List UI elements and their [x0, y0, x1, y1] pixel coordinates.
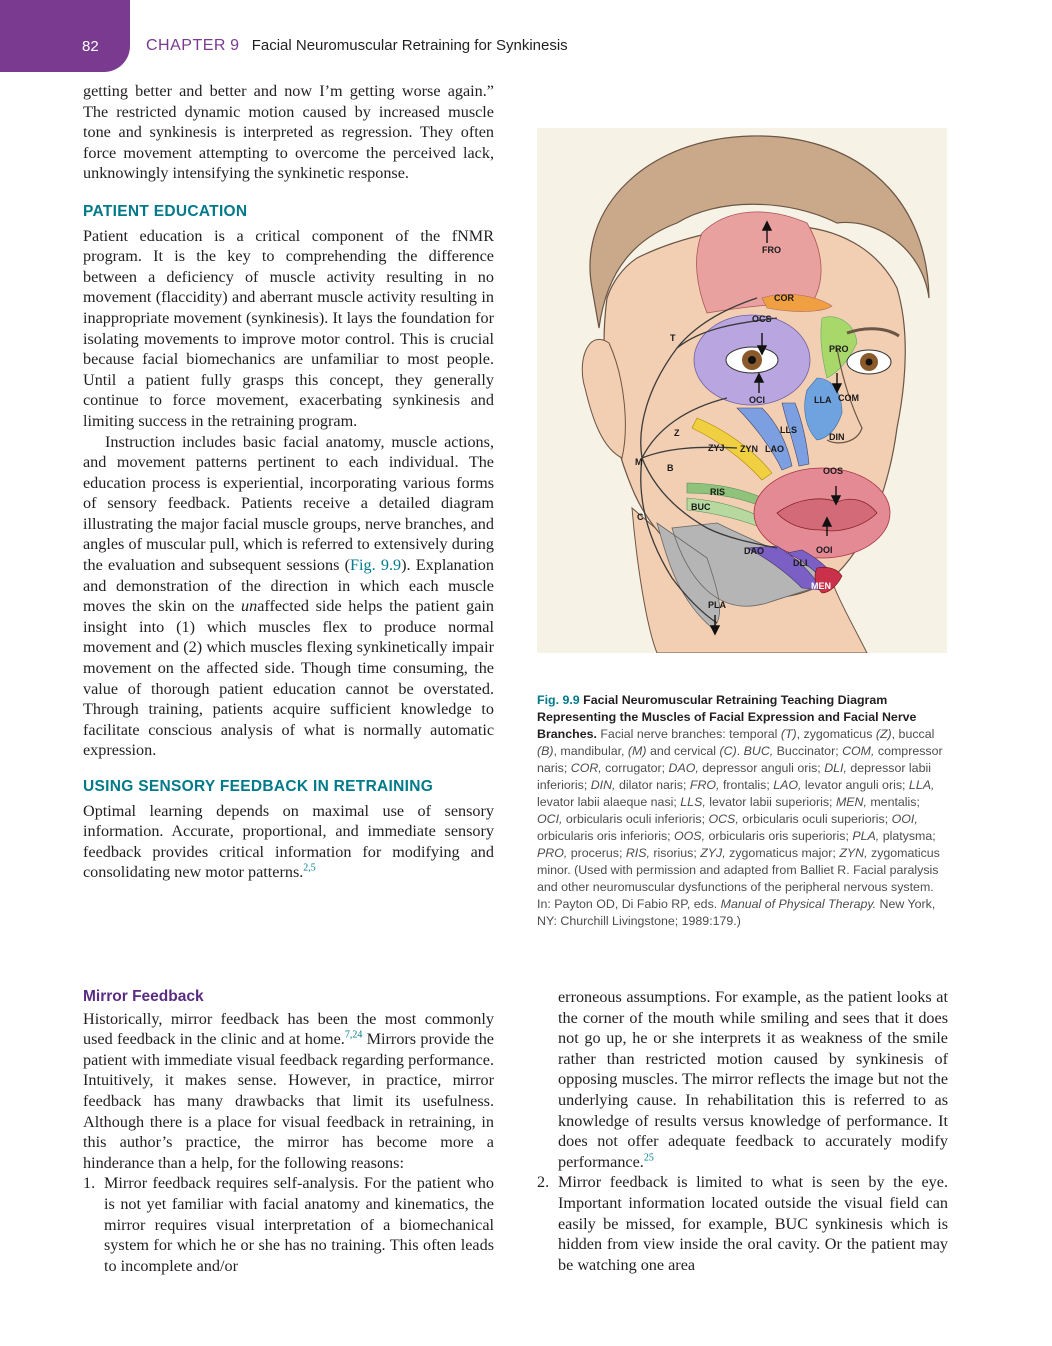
caption-text: orbicularis oculi inferioris;	[562, 812, 709, 826]
caption-text: dilator naris;	[615, 778, 690, 792]
label-ris: RIS	[710, 487, 726, 497]
left-pupil	[748, 356, 756, 364]
caption-abbr: (M)	[627, 744, 647, 758]
label-din: DIN	[829, 432, 845, 442]
left-column-lower	[83, 987, 494, 1276]
chapter-tab	[0, 0, 130, 72]
para2-part-c: affected side helps the patient gain insight into (1) which muscles flex to produce normal movement and (2) which muscles flexing synkinetically impair movement on the affected side. Though time consuming, the value of thorough patient education cannot be overstated. Through training, patients acquire sufficient knowledge to facilitate conscious analysis of what is normally automatic expression.	[83, 597, 494, 760]
section-heading-sensory-feedback: USING SENSORY FEEDBACK IN RETRAINING	[83, 778, 434, 795]
mirror-feedback-paragraph	[83, 1009, 494, 1174]
caption-abbr: DAO,	[668, 761, 699, 775]
caption-abbr: LAO,	[773, 778, 802, 792]
label-ooi: OOI	[816, 545, 833, 555]
list-item-number: 1.	[83, 1174, 96, 1193]
caption-abbr: FRO,	[689, 778, 720, 792]
figure-number: Fig. 9.9	[537, 693, 580, 707]
caption-abbr: DIN,	[590, 778, 616, 792]
label-zyn: ZYN	[740, 444, 758, 454]
intro-paragraph: getting better and better and now I’m getting worse again.” The restricted dynamic motion caused by increased muscle tone and synkinesis is interpreted as regression. They often force movement attempting to overcome the perceived lack, unknowingly intensifying the synkinetic response.	[83, 82, 494, 183]
caption-text: .	[736, 744, 744, 758]
label-zyj: ZYJ	[708, 443, 725, 453]
caption-text: New York, NY: Churchill Livingstone; 1989:179.)	[537, 897, 936, 928]
reasons-list-2	[537, 987, 948, 1275]
mirror-paragraph-a: Historically, mirror feedback has been the most commonly used feedback in the clinic and at home.	[83, 1009, 494, 1049]
sensory-feedback-paragraph	[83, 801, 494, 883]
page-number: 82	[82, 38, 99, 55]
label-com: COM	[838, 393, 859, 403]
label-cor: COR	[774, 293, 794, 303]
caption-text: levator labii alaeque nasi;	[537, 795, 681, 809]
right-column-lower	[537, 987, 948, 1275]
subsection-heading-mirror-feedback: Mirror Feedback	[83, 988, 204, 1005]
label-m: M	[635, 457, 643, 467]
caption-text: corrugator;	[601, 761, 669, 775]
caption-text: and cervical	[646, 744, 720, 758]
list-item-continuation	[537, 987, 948, 1172]
continuation-text: erroneous assumptions. For example, as the patient looks at the corner of the mouth while smiling and sees that it does not go up, he or she interprets it as weakness of the smile rather than restricted motion caused by synkinesis of opposing muscles. The mirror reflects the image but not the underlying cause. In rehabilitation this is referred to as knowledge of results versus knowledge of performance. It does not offer adequate feedback to accurately modify performance.	[558, 988, 948, 1171]
sensory-paragraph-text: Optimal learning depends on maximal use of sensory information. Accurate, proportional, and immediate sensory feedback provides critical information for modifying and consolidating new motor patterns.	[83, 801, 494, 882]
caption-text: platysma;	[879, 829, 936, 843]
list-item	[83, 1173, 494, 1276]
caption-text: Buccinator;	[773, 744, 843, 758]
label-men: MEN	[811, 581, 831, 591]
list-item-text: Mirror feedback is limited to what is seen by the eye. Important information located outside the visual field can easily be missed, for example, BUC synkinesis which is hidden from view inside the oral cavity. Or the patient may be watching one area	[558, 1173, 948, 1274]
list-item	[537, 1172, 948, 1275]
label-oci: OCI	[749, 395, 766, 405]
para2-emphasis: un	[241, 597, 258, 616]
caption-text: risorius;	[649, 846, 701, 860]
figure-title: Facial Neuromuscular Retraining Teaching Diagram Representing the Muscles of Facial Expression and Facial Nerve Branches.	[537, 693, 917, 741]
caption-text: depressor labii inferioris;	[537, 761, 931, 792]
chapter-title: Facial Neuromuscular Retraining for Synkinesis	[251, 37, 568, 54]
caption-abbr: OOS,	[674, 829, 706, 843]
patient-education-paragraph-2	[83, 432, 494, 762]
caption-text: levator anguli oris;	[801, 778, 909, 792]
caption-text: , mandibular,	[553, 744, 628, 758]
facial-muscle-illustration	[537, 128, 947, 653]
caption-abbr: LLS,	[680, 795, 706, 809]
patient-education-paragraph-1: Patient education is a critical component of the fNMR program. It is the key to comprehending the difference between a deficiency of muscle activity resulting in no movement (flaccidity) and aberrant muscle activity resulting in inappropriate movement (synkinesis). It lays the foundation for isolating movements to improve motor control. This is crucial because facial biomechanics are unfamiliar to most people. Until a patient fully grasps this concept, they generally continue to force movement, exacerbating synkinesis and limiting success in the retraining program.	[83, 226, 494, 430]
chapter-label: CHAPTER	[146, 37, 226, 54]
caption-book-title: Manual of Physical Therapy.	[720, 897, 877, 911]
label-oos: OOS	[823, 466, 844, 476]
left-column	[83, 81, 494, 883]
label-dao: DAO	[744, 546, 764, 556]
label-lla: LLA	[814, 395, 832, 405]
caption-text: frontalis;	[719, 778, 774, 792]
caption-text: , buccal	[891, 727, 935, 741]
caption-text: levator labii superioris;	[705, 795, 836, 809]
caption-abbr: (Z)	[875, 727, 892, 741]
caption-abbr: BUC,	[743, 744, 774, 758]
caption-text: zygomaticus minor. (Used with permission and adapted from Balliet R. Facial paralysis and other neuromuscular dysfunctions of the peripheral nervous system. In: Payton OD, Di Fabio RP, eds.	[537, 846, 940, 911]
list-item-text: Mirror feedback requires self-analysis. For the patient who is not yet familiar with facial anatomy and kinematics, the mirror requires visual interpretation of a biomechanical system for which he or she has no training. This often leads to incomplete and/or	[104, 1174, 494, 1275]
running-header	[146, 37, 568, 55]
facial-muscle-diagram	[537, 128, 947, 653]
caption-text: procerus;	[567, 846, 626, 860]
para2-part-a: Instruction includes basic facial anatomy, muscle actions, and movement patterns pertinent to each individual. The education process is experiential, incorporating various forms of sensory feedback. Patients receive a detailed diagram illustrating the major facial muscle groups, nerve branches, and angles of muscular pull, which is referred to extensively during the evaluation and subsequent sessions (	[83, 432, 494, 575]
para2-part-b: ). Explanation and demonstration of the direction in which each muscle moves the skin on the	[83, 556, 494, 616]
caption-text: Facial nerve branches: temporal	[596, 727, 781, 741]
section-heading-patient-education: PATIENT EDUCATION	[83, 202, 248, 220]
caption-text: orbicularis oris inferioris;	[537, 829, 675, 843]
citation-2-5[interactable]: 2,5	[303, 862, 316, 874]
figure-reference-link[interactable]: Fig. 9.9	[350, 556, 402, 575]
label-lls: LLS	[780, 425, 797, 435]
citation-7-24[interactable]: 7,24	[344, 1029, 363, 1041]
caption-abbr: (C)	[719, 744, 737, 758]
caption-abbr: OCI,	[537, 812, 563, 826]
figure-caption	[537, 692, 947, 930]
caption-abbr: COR,	[570, 761, 602, 775]
caption-abbr: (B)	[537, 744, 554, 758]
label-c: C	[637, 512, 644, 522]
caption-text: mentalis;	[866, 795, 920, 809]
label-t: T	[670, 333, 676, 343]
label-pro: PRO	[829, 344, 849, 354]
caption-text: orbicularis oculi superioris;	[738, 812, 892, 826]
label-fro: FRO	[762, 245, 781, 255]
list-item-number: 2.	[537, 1173, 550, 1192]
label-pla: PLA	[708, 600, 726, 610]
citation-25[interactable]: 25	[643, 1152, 654, 1164]
caption-abbr: (T)	[780, 727, 797, 741]
caption-abbr: MEN,	[835, 795, 867, 809]
caption-text: zygomaticus major;	[725, 846, 840, 860]
caption-abbr: COM,	[842, 744, 875, 758]
caption-abbr: PLA,	[852, 829, 880, 843]
caption-abbr: ZYN,	[839, 846, 868, 860]
caption-abbr: DLI,	[824, 761, 847, 775]
label-dli: DLI	[793, 558, 808, 568]
caption-abbr: RIS,	[625, 846, 650, 860]
mirror-paragraph-b: Mirrors provide the patient with immediate visual feedback regarding performance. Intuitively, it makes sense. However, in practice, mirror feedback has many drawbacks that limit its usefulness. Although there is a place for visual feedback in retraining, in this author’s practice, the mirror has become more a hinderance than a help, for the following reasons:	[83, 1030, 494, 1172]
label-buc: BUC	[691, 502, 711, 512]
caption-abbr: ZYJ,	[700, 846, 726, 860]
caption-abbr: OCS,	[708, 812, 739, 826]
reasons-list-1	[83, 1173, 494, 1276]
caption-abbr: PRO,	[537, 846, 568, 860]
chapter-number: 9	[230, 37, 240, 54]
label-z: Z	[674, 428, 680, 438]
label-lao: LAO	[765, 444, 784, 454]
label-b: B	[667, 463, 674, 473]
caption-text: compressor naris;	[537, 744, 943, 775]
caption-text: , zygomaticus	[796, 727, 876, 741]
caption-text: orbicularis oris superioris;	[705, 829, 853, 843]
caption-abbr: LLA,	[908, 778, 935, 792]
right-pupil	[866, 359, 873, 366]
label-ocs: OCS	[752, 314, 772, 324]
caption-abbr: OOI,	[891, 812, 918, 826]
caption-text: depressor anguli oris;	[698, 761, 825, 775]
